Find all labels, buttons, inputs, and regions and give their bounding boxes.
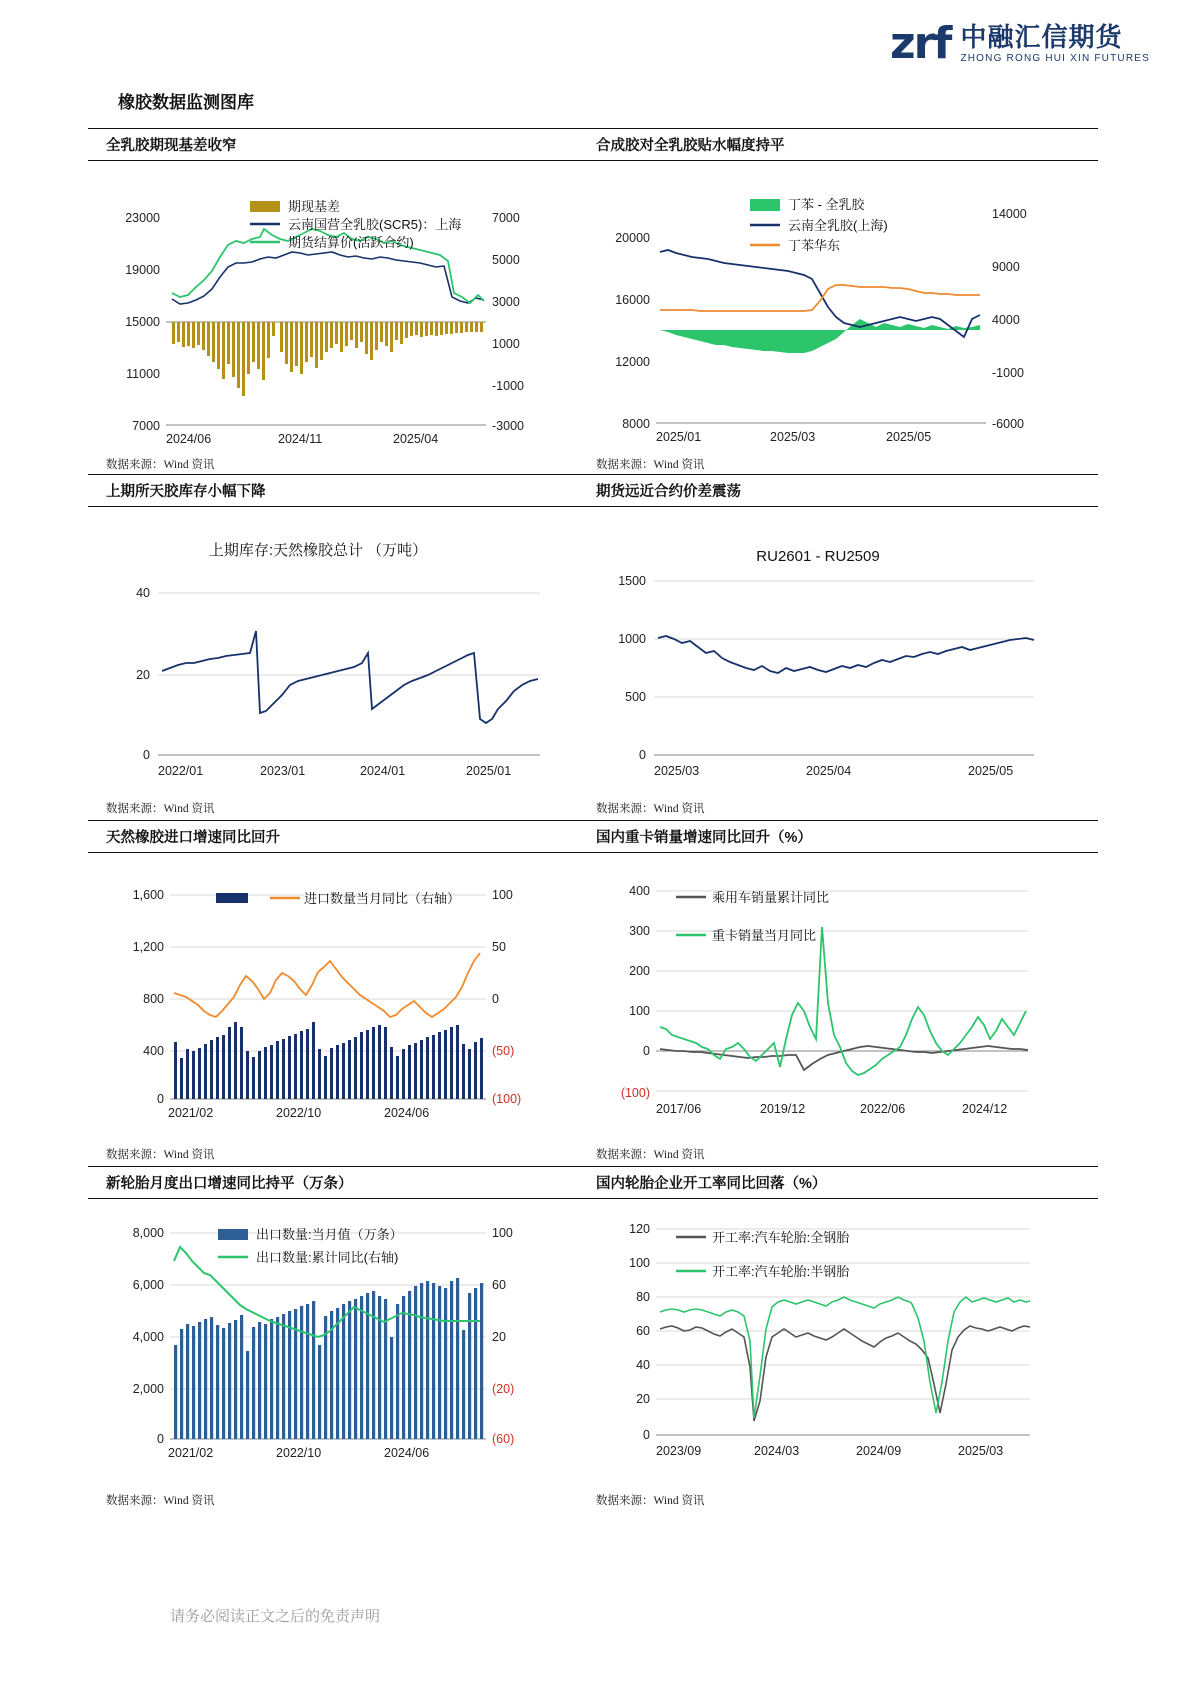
y-tick: 8,000: [132, 1226, 164, 1240]
y-tick: 100: [629, 1004, 650, 1018]
y-tick: 60: [636, 1324, 650, 1338]
y-tick: 11000: [126, 367, 160, 381]
y2-tick: 7000: [492, 211, 520, 225]
y-tick: 6,000: [132, 1278, 164, 1292]
legend-label: 进口数量当月同比（右轴）: [304, 891, 461, 906]
chart-spread: [578, 513, 1098, 778]
y2-tick: (20): [492, 1382, 515, 1396]
panel-title: 合成胶对全乳胶贴水幅度持平: [578, 128, 1098, 161]
chart-panel-operating-rate: [578, 1166, 1098, 1508]
source-note: 数据来源：Wind 资讯: [106, 803, 215, 815]
chart-inner-title: RU2601 - RU2509: [756, 548, 880, 565]
y2-tick: (50): [492, 1044, 515, 1058]
y-tick: 16000: [615, 293, 650, 307]
y-tick: 1000: [618, 632, 646, 646]
x-tick: 2025/04: [806, 764, 852, 778]
panel-title: 新轮胎月度出口增速同比持平（万条）: [88, 1166, 608, 1199]
legend-label: 云南全乳胶(上海): [788, 218, 888, 233]
legend-label: 重卡销量当月同比: [712, 928, 817, 943]
y-tick: 80: [636, 1290, 650, 1304]
x-tick: 2019/12: [760, 1102, 806, 1116]
legend-label: 丁苯 - 全乳胶: [788, 197, 865, 212]
chart-panel-tire-export: [88, 1166, 608, 1508]
x-tick: 2024/06: [384, 1446, 430, 1460]
company-logo: [890, 18, 1150, 69]
x-tick: 2025/03: [958, 1444, 1004, 1458]
x-tick: 2024/01: [360, 764, 406, 778]
y2-tick: 3000: [492, 295, 520, 309]
x-tick: 2025/01: [656, 430, 702, 444]
x-tick: 2024/09: [856, 1444, 902, 1458]
y-tick: 0: [157, 1432, 164, 1446]
y2-tick: 5000: [492, 253, 520, 267]
company-name-en: ZHONG RONG HUI XIN FUTURES: [960, 52, 1150, 64]
chart-inventory: [88, 513, 608, 778]
legend-label: 开工率:汽车轮胎:半钢胎: [712, 1264, 850, 1279]
x-tick: 2025/05: [968, 764, 1014, 778]
y-tick: 2,000: [132, 1382, 164, 1396]
x-tick: 2024/12: [962, 1102, 1008, 1116]
y2-tick: 50: [492, 940, 506, 954]
x-tick: 2025/04: [393, 432, 439, 446]
y-tick: 200: [629, 964, 650, 978]
x-tick: 2021/02: [168, 1106, 214, 1120]
x-tick: 2024/03: [754, 1444, 800, 1458]
y-tick: 1,600: [132, 888, 164, 902]
chart-panel-basis: [88, 128, 608, 472]
legend-label: 出口数量:累计同比(右轴): [256, 1250, 399, 1265]
x-tick: 2022/06: [860, 1102, 906, 1116]
x-tick: 2017/06: [656, 1102, 702, 1116]
legend-label: 丁苯华东: [788, 238, 841, 253]
y-tick: 100: [629, 1256, 650, 1270]
y-tick: 120: [629, 1222, 650, 1236]
chart-truck: [578, 859, 1098, 1124]
y2-tick: 14000: [992, 207, 1027, 221]
y-tick: 40: [636, 1358, 650, 1372]
y-tick: 500: [625, 690, 646, 704]
chart-operating-rate: [578, 1205, 1098, 1470]
x-tick: 2025/01: [466, 764, 512, 778]
x-tick: 2025/03: [654, 764, 700, 778]
y-tick: 1500: [618, 574, 646, 588]
source-note: 数据来源：Wind 资讯: [106, 1149, 215, 1161]
y-tick: 20000: [615, 231, 650, 245]
x-tick: 2024/11: [278, 432, 323, 446]
y-tick: 300: [629, 924, 650, 938]
x-tick: 2022/10: [276, 1446, 322, 1460]
y-tick: 20: [636, 1392, 650, 1406]
y-tick: 4,000: [132, 1330, 164, 1344]
legend-label: 出口数量:当月值（万条）: [256, 1227, 403, 1242]
legend-label: 期货结算价(活跃合约): [288, 235, 414, 250]
y2-tick: -3000: [492, 419, 524, 433]
y2-tick: 60: [492, 1278, 506, 1292]
panel-title: 国内轮胎企业开工率同比回落（%）: [578, 1166, 1098, 1199]
source-note: 数据来源：Wind 资讯: [106, 459, 215, 471]
x-tick: 2024/06: [384, 1106, 430, 1120]
y2-tick: 0: [492, 992, 499, 1006]
x-tick: 2022/01: [158, 764, 204, 778]
y-tick: 0: [143, 748, 150, 762]
panel-title: 上期所天胶库存小幅下降: [88, 474, 608, 507]
legend-label: 期现基差: [288, 199, 341, 214]
y-tick: 23000: [125, 211, 160, 225]
y-tick: 0: [643, 1044, 650, 1058]
panel-title: 期货远近合约价差震荡: [578, 474, 1098, 507]
legend-label: 云南国营全乳胶(SCR5)：上海: [288, 217, 462, 232]
y-tick: 20: [136, 668, 150, 682]
x-tick: 2021/02: [168, 1446, 214, 1460]
y2-tick: 4000: [992, 313, 1020, 327]
y2-tick: 100: [492, 1226, 513, 1240]
x-tick: 2025/05: [886, 430, 932, 444]
x-tick: 2024/06: [166, 432, 212, 446]
y2-tick: (100): [492, 1092, 522, 1106]
y2-tick: -6000: [992, 417, 1024, 431]
y-tick: 0: [157, 1092, 164, 1106]
x-tick: 2023/01: [260, 764, 306, 778]
y2-tick: (60): [492, 1432, 515, 1446]
panel-title: 天然橡胶进口增速同比回升: [88, 820, 608, 853]
y2-tick: -1000: [992, 366, 1024, 380]
source-note: 数据来源：Wind 资讯: [596, 459, 705, 471]
y2-tick: 100: [492, 888, 513, 902]
x-tick: 2022/10: [276, 1106, 322, 1120]
legend-label: 开工率:汽车轮胎:全钢胎: [712, 1230, 850, 1245]
y-tick: 40: [136, 586, 150, 600]
chart-import: [88, 859, 608, 1124]
chart-inner-title: 上期库存:天然橡胶总计 （万吨）: [208, 542, 428, 559]
y-tick: 800: [143, 992, 164, 1006]
y-tick: 7000: [132, 419, 160, 433]
y-tick: 8000: [622, 417, 650, 431]
y2-tick: 20: [492, 1330, 506, 1344]
y-tick: 12000: [615, 355, 650, 369]
y-tick: 0: [643, 1428, 650, 1442]
source-note: 数据来源：Wind 资讯: [596, 803, 705, 815]
y-tick: 15000: [125, 315, 160, 329]
page-title: 橡胶数据监测图库: [118, 93, 254, 112]
y-tick: 400: [143, 1044, 164, 1058]
chart-basis: [88, 167, 608, 446]
legend-label: 乘用车销量累计同比: [712, 890, 830, 905]
chart-panel-spread: [578, 474, 1098, 816]
chart-panel-inventory: [88, 474, 608, 816]
source-note: 数据来源：Wind 资讯: [106, 1495, 215, 1507]
x-tick: 2023/09: [656, 1444, 702, 1458]
disclaimer-note: 请务必阅读正文之后的免责声明: [170, 1608, 381, 1625]
panel-title: 国内重卡销量增速同比回升（%）: [578, 820, 1098, 853]
chart-panel-truck: [578, 820, 1098, 1162]
y-tick: 1,200: [132, 940, 164, 954]
logo-mark: zrf: [890, 18, 951, 69]
y2-tick: 1000: [492, 337, 520, 351]
source-note: 数据来源：Wind 资讯: [596, 1149, 705, 1161]
chart-panel-import: [88, 820, 608, 1162]
y2-tick: -1000: [492, 379, 524, 393]
source-note: 数据来源：Wind 资讯: [596, 1495, 705, 1507]
chart-tire-export: [88, 1205, 608, 1470]
company-name-cn: 中融汇信期货: [960, 21, 1123, 52]
y-tick: 19000: [125, 263, 160, 277]
y-tick: 0: [639, 748, 646, 762]
chart-panel-synthetic: [578, 128, 1098, 472]
y2-tick: 9000: [992, 260, 1020, 274]
panel-title: 全乳胶期现基差收窄: [88, 128, 608, 161]
y-tick: (100): [620, 1086, 650, 1100]
y-tick: 400: [629, 884, 650, 898]
chart-synthetic: [578, 167, 1098, 444]
x-tick: 2025/03: [770, 430, 816, 444]
